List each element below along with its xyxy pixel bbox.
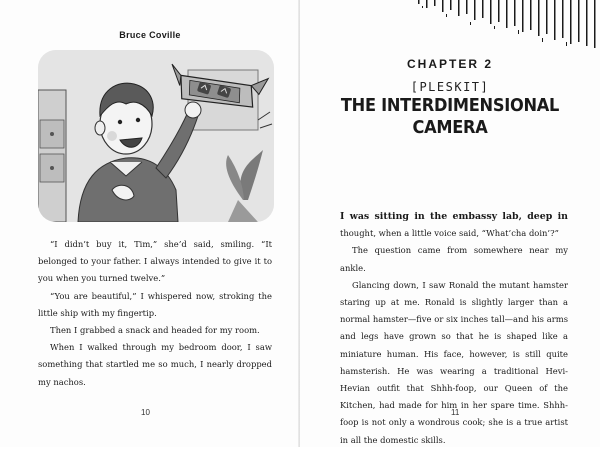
paragraph: The question came from somewhere near my ankle. [340, 245, 568, 273]
lead-in: I was sitting in the embassy lab, deep in [340, 211, 568, 222]
chapter-illustration [38, 50, 274, 222]
paragraph: Then I grabbed a snack and headed for my room. [50, 325, 260, 336]
chapter-label: CHAPTER 2 [406, 57, 493, 71]
opening-rest: thought, when a little voice said, “What’cha doin’?” [340, 228, 559, 239]
chapter-title [315, 95, 585, 139]
opening-paragraph [340, 208, 568, 242]
paragraph: When I walked through my bedroom door, I saw something that startled me so much, I nearly dropped my nachos. [38, 342, 272, 387]
chapter-title-line: CAMERA [412, 117, 488, 138]
page-number: 10 [141, 408, 150, 417]
chapter-title-line: THE INTERDIMENSIONAL [340, 95, 560, 116]
left-page [0, 0, 300, 447]
running-head: Bruce Coville [119, 30, 181, 40]
left-body-text [38, 236, 272, 391]
page-number: 11 [451, 408, 460, 417]
decorative-streaks [400, 0, 600, 48]
chapter-subtitle: [PLESKIT] [410, 80, 490, 94]
paragraph: Glancing down, I saw Ronald the mutant hamster staring up at me. Ronald is slightly larger than a normal hamster—five or six inches tall—and his arms and legs have grown so that he is shaped like a miniature human. His face, however, is still quite hamsterish. He was wearing a traditional Hevi-Hevian outfit that Shhh-foop, our Queen of the Kitchen, had made for him in her spare time. Shhh-foop is not only a wondrous cook; she is a true artist in all the domestic skills. [340, 279, 568, 445]
paragraph: “I didn’t buy it, Tim,” she’d said, smiling. “It belonged to your father. I always intended to give it to you when you turned twelve.” [38, 239, 272, 284]
paragraph: “You are beautiful,” I whispered now, stroking the little ship with my fingertip. [38, 290, 272, 318]
